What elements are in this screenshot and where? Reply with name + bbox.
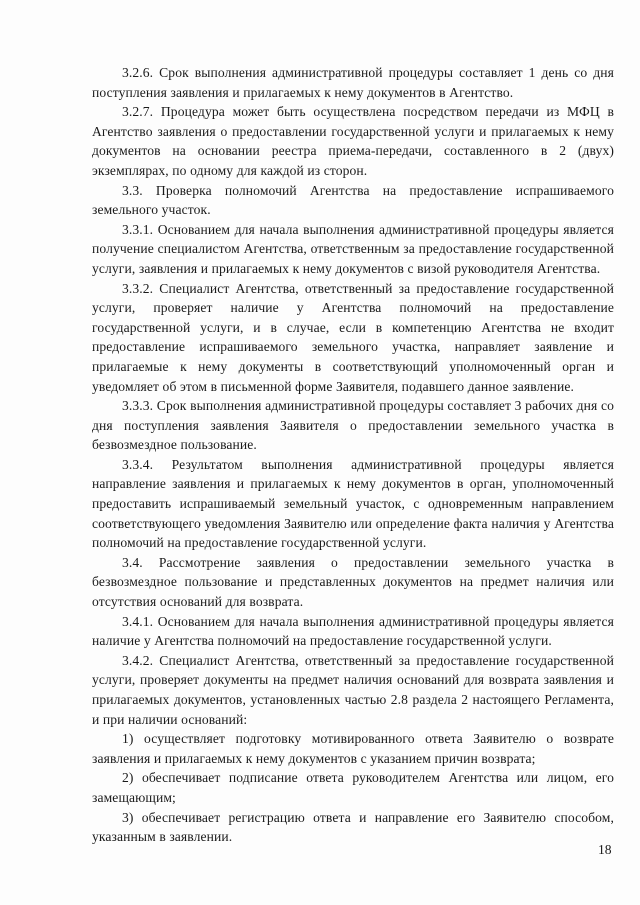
section-heading-3-4: 3.4. Рассмотрение заявления о предоставлении земельного участка в безвозмездное пользование и представленных документов на предмет наличия или отсутствия оснований для возврата. <box>92 554 614 610</box>
paragraph-3-3-2: 3.3.2. Специалист Агентства, ответственный за предоставление государственной услуги, проверяет наличие у Агентства полномочий на предоставление государственной услуги, и в случае, если в компетенцию Агентства не входит предоставление испрашиваемого земельного участка, направляет заявление и прилагаемые к нему документы в соответствующий уполномоченный орган и уведомляет об этом в письменной форме Заявителя, подавшего данное заявление. <box>92 280 614 394</box>
list-item-3: 3) обеспечивает регистрацию ответа и направление его Заявителю способом, указанным в заявлении. <box>92 809 614 845</box>
document-body <box>92 63 614 847</box>
paragraph-3-4-2: 3.4.2. Специалист Агентства, ответственный за предоставление государственной услуги, проверяет документы на предмет наличия оснований для возврата заявления и прилагаемых документов, установленных частью 2.8 раздела 2 настоящего Регламента, и при наличии оснований: <box>92 652 614 727</box>
paragraph-3-3-4: 3.3.4. Результатом выполнения административной процедуры является направление заявления и прилагаемых к нему документов в орган, уполномоченный предоставить испрашиваемый земельный участок, с одновременным направлением соответствующего уведомления Заявителю или определение факта наличия у Агентства полномочий на предоставление государственной услуги. <box>92 456 614 551</box>
section-heading-3-3: 3.3. Проверка полномочий Агентства на предоставление испрашиваемого земельного участок. <box>92 182 614 218</box>
paragraph-3-3-3: 3.3.3. Срок выполнения административной процедуры составляет 3 рабочих дня со дня поступления заявления Заявителя о предоставлении земельного участка в безвозмездное пользование. <box>92 398 614 453</box>
paragraph-3-2-7: 3.2.7. Процедура может быть осуществлена посредством передачи из МФЦ в Агентство заявления о предоставлении государственной услуги и прилагаемых к нему документов на основании реестра приема-передачи, составленного в 2 (двух) экземплярах, по одному для каждой из сторон. <box>92 104 614 178</box>
list-item-2: 2) обеспечивает подписание ответа руководителем Агентства или лицом, его замещающим; <box>92 770 614 805</box>
list-item-1: 1) осуществляет подготовку мотивированного ответа Заявителю о возврате заявления и прилагаемых к нему документов с указанием причин возврата; <box>92 731 614 766</box>
paragraph-3-4-1: 3.4.1. Основанием для начала выполнения административной процедуры является наличие у Агентства полномочий на предоставление государственной услуги. <box>92 613 614 649</box>
paragraph-3-3-1: 3.3.1. Основанием для начала выполнения административной процедуры является получение специалистом Агентства, ответственным за предоставление государственной услуги, заявления и прилагаемых к нему документов с визой руководителя Агентства. <box>92 221 614 276</box>
page-number: 18 <box>598 842 612 857</box>
paragraph-3-2-6: 3.2.6. Срок выполнения административной процедуры составляет 1 день со дня поступления заявления и прилагаемых к нему документов в Агентство. <box>92 65 614 100</box>
